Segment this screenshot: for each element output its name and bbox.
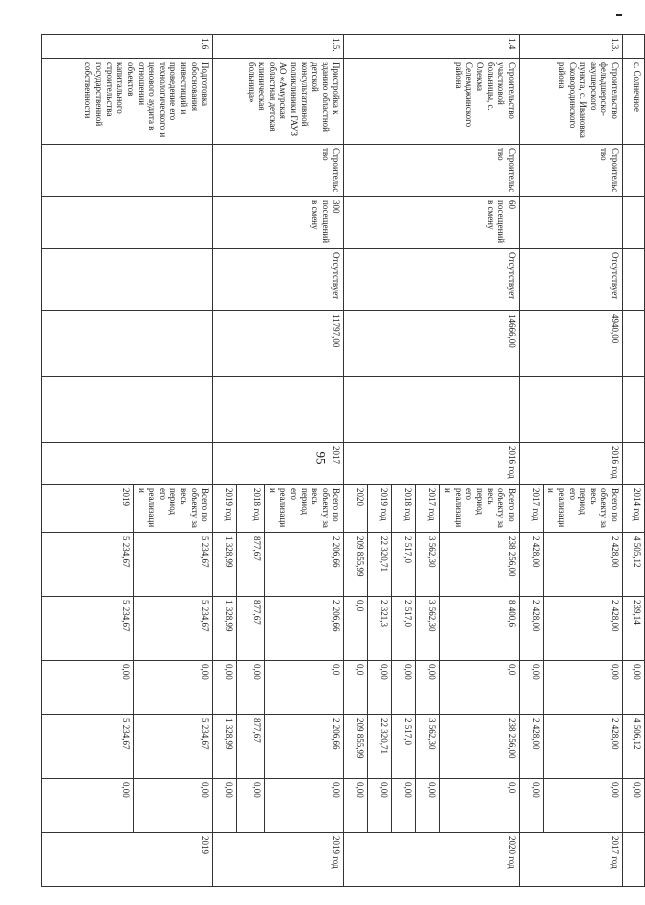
estimated-cost <box>41 311 212 377</box>
documentation-status: Отсутствует <box>213 249 344 311</box>
table-cell: 5 234,67 <box>41 597 133 661</box>
period-label: 2018 год <box>392 485 416 533</box>
table-cell: 3 562,30 <box>416 715 440 779</box>
completion-year: 2020 год <box>344 833 519 887</box>
start-year <box>41 443 212 485</box>
table-cell: 8 400,6 <box>440 597 519 661</box>
table-cell: 2 428,00 <box>543 597 622 661</box>
table-cell: 0,00 <box>133 779 212 833</box>
table-cell: 22 320,71 <box>368 533 392 597</box>
completion-year: 2017 год <box>519 833 622 887</box>
capacity: 60 посещений в смену <box>344 197 519 249</box>
work-type <box>41 145 212 197</box>
table-cell: 0,00 <box>519 661 543 715</box>
table-cell: 0,00 <box>133 661 212 715</box>
table-cell: 0,00 <box>543 779 622 833</box>
document-table-wrapper <box>85 34 645 886</box>
period-label: Всего по объекту за весь период его реализации <box>265 485 344 533</box>
table-cell: 5 234,67 <box>133 715 212 779</box>
row-number: 1.3. <box>519 35 622 59</box>
table-cell: 2 428,00 <box>543 715 622 779</box>
table-cell: 0,0 <box>265 661 344 715</box>
table-cell: 5 234,67 <box>41 533 133 597</box>
table-cell: 0,00 <box>368 661 392 715</box>
table-cell <box>623 833 645 887</box>
period-label: 2019 год <box>368 485 392 533</box>
estimated-cost: 4940,00 <box>519 311 622 377</box>
table-cell: 5 234,67 <box>133 597 212 661</box>
completion-year: 2019 <box>41 833 212 887</box>
table-cell <box>344 377 519 443</box>
table-cell: с. Солнечное <box>623 59 645 145</box>
table-cell: 2014 год <box>623 485 645 533</box>
table-cell: 2 517,0 <box>392 597 416 661</box>
table-cell: 209 855,99 <box>344 715 368 779</box>
table-cell: 0,0 <box>344 597 368 661</box>
table-cell: 2 428,00 <box>519 715 543 779</box>
row-number: 1.6 <box>41 35 212 59</box>
table-cell <box>623 197 645 249</box>
table-cell: 0,00 <box>623 779 645 833</box>
work-type: Строительство <box>519 145 622 197</box>
table-cell: 0,00 <box>213 661 237 715</box>
table-cell: 0,0 <box>440 779 519 833</box>
table-cell: 1 328,99 <box>213 715 237 779</box>
table-row <box>543 35 622 887</box>
period-label: 2017 год <box>416 485 440 533</box>
table-cell: 5 234,67 <box>133 533 212 597</box>
table-cell: 877,67 <box>237 533 265 597</box>
table-cell: 0,00 <box>237 779 265 833</box>
table-cell <box>623 249 645 311</box>
table-cell: 2 517,0 <box>392 533 416 597</box>
table-cell: 2 428,00 <box>519 597 543 661</box>
table-cell: 0,00 <box>519 779 543 833</box>
table-cell <box>41 377 212 443</box>
work-type: Строительство <box>213 145 344 197</box>
table-cell <box>623 35 645 59</box>
table-row <box>440 35 519 887</box>
table-cell: 0,00 <box>213 779 237 833</box>
page-number: 95 <box>313 451 329 465</box>
estimated-cost: 11797,00 <box>213 311 344 377</box>
table-cell <box>623 145 645 197</box>
table-cell: 877,67 <box>237 597 265 661</box>
table-cell: 0,00 <box>543 661 622 715</box>
row-number: 1.4 <box>344 35 519 59</box>
period-label: 2017 год <box>519 485 543 533</box>
period-label: Всего по объекту за весь период его реализации <box>543 485 622 533</box>
table-cell: 0,0 <box>344 661 368 715</box>
capacity <box>519 197 622 249</box>
table-cell: 0,00 <box>344 779 368 833</box>
table-cell: 4 505,12 <box>623 533 645 597</box>
object-name: Строительство участковой больницы, с. Олекма Селемджинского района <box>344 59 519 145</box>
table-cell: 0,00 <box>416 779 440 833</box>
table-cell: 1 328,99 <box>213 533 237 597</box>
period-label: 2018 год <box>237 485 265 533</box>
table-cell: 0,00 <box>392 661 416 715</box>
table-row <box>265 35 344 887</box>
object-name: Строительство фельдшерско-акушерского пункта, с. Ивановка Сковородинского района <box>519 59 622 145</box>
table-cell: 2 206,66 <box>265 533 344 597</box>
table-cell: 238 256,00 <box>440 715 519 779</box>
table-cell: 2 206,66 <box>265 597 344 661</box>
table-cell <box>213 377 344 443</box>
table-cell: 0,00 <box>41 779 133 833</box>
table-cell: 877,67 <box>237 715 265 779</box>
table-cell: 2 428,00 <box>543 533 622 597</box>
period-label: 2020 <box>344 485 368 533</box>
table-cell: 0,00 <box>623 661 645 715</box>
start-year: 2017 <box>213 443 344 485</box>
table-cell <box>623 377 645 443</box>
estimated-cost: 14666,00 <box>344 311 519 377</box>
row-number: 1.5. <box>213 35 344 59</box>
period-label: Всего по объекту за весь период его реализации <box>133 485 212 533</box>
documentation-status <box>41 249 212 311</box>
table-cell: 1 328,99 <box>213 597 237 661</box>
table-cell: 2 321,3 <box>368 597 392 661</box>
table-cell: 239,14 <box>623 597 645 661</box>
work-type: Строительство <box>344 145 519 197</box>
corner-mark <box>616 14 622 16</box>
table-cell <box>519 377 622 443</box>
table-cell <box>623 311 645 377</box>
table-cell: 3 562,30 <box>416 597 440 661</box>
table-cell: 209 855,99 <box>344 533 368 597</box>
table-cell: 2 428,00 <box>519 533 543 597</box>
table-cell: 0,00 <box>368 779 392 833</box>
start-year: 2016 год <box>519 443 622 485</box>
table-cell: 0,00 <box>416 661 440 715</box>
object-name: Пристройка к зданию областной детской консультативной поликлиники ГАУЗ АО «Амурская областная детская клиническая больница» <box>213 59 344 145</box>
period-label: 2019 <box>41 485 133 533</box>
documentation-status: Отсутствует <box>344 249 519 311</box>
table-cell: 0,00 <box>41 661 133 715</box>
table-cell <box>623 443 645 485</box>
table-cell: 2 517,0 <box>392 715 416 779</box>
table-cell: 3 562,30 <box>416 533 440 597</box>
table-cell: 0,00 <box>237 661 265 715</box>
period-label: Всего по объекту за весь период его реализации <box>440 485 519 533</box>
table-cell: 0,00 <box>265 779 344 833</box>
table-cell: 0,00 <box>392 779 416 833</box>
period-label: 2019 год <box>213 485 237 533</box>
table-cell: 22 320,71 <box>368 715 392 779</box>
table-cell: 0,0 <box>440 661 519 715</box>
object-investment-table <box>41 34 645 887</box>
completion-year: 2019 год <box>213 833 344 887</box>
capacity: 300 посещений в смену <box>213 197 344 249</box>
table-cell: 2 206,66 <box>265 715 344 779</box>
table-cell: 5 234,67 <box>41 715 133 779</box>
start-year: 2016 год <box>344 443 519 485</box>
table-row <box>623 35 645 887</box>
table-row <box>133 35 212 887</box>
documentation-status: Отсутствует <box>519 249 622 311</box>
table-cell: 4 506,12 <box>623 715 645 779</box>
capacity <box>41 197 212 249</box>
object-name: Подготовка обоснования инвестиций и проведение его технологического и ценового аудита в отношении объектов капитального строительства государственной собственности <box>41 59 212 145</box>
table-cell: 238 256,00 <box>440 533 519 597</box>
